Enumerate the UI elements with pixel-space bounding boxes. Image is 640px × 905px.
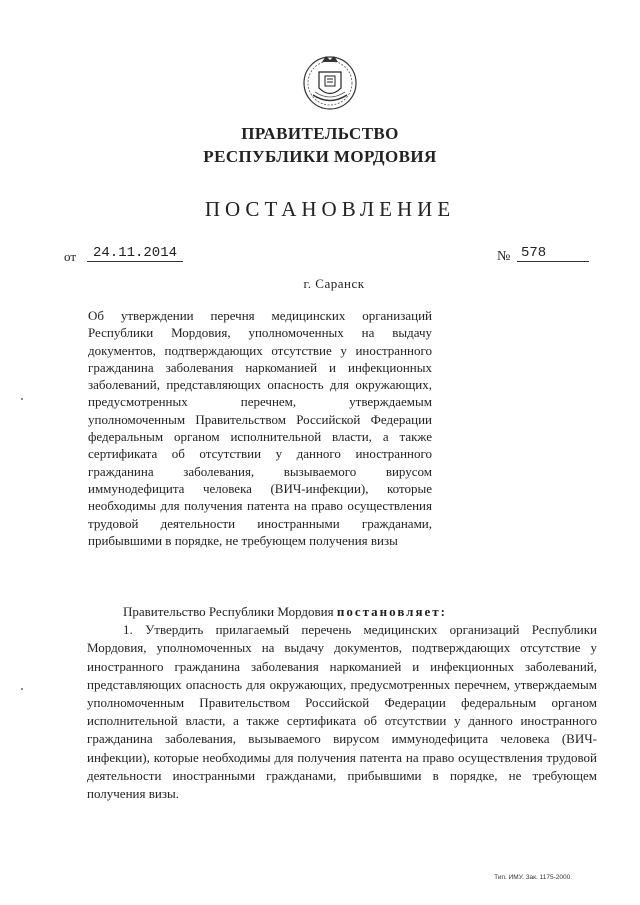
document-body <box>87 603 597 803</box>
intro-prefix: Правительство Республики Мордовия <box>123 604 337 619</box>
resolution-intro <box>87 603 597 621</box>
scan-speck <box>21 688 23 690</box>
document-date: 24.11.2014 <box>87 245 183 262</box>
coat-of-arms-emblem <box>302 52 358 112</box>
resolve-verb: постановляет: <box>336 604 447 619</box>
number-label: № <box>497 249 511 264</box>
print-info: Тип. ИМУ. Зак. 1175-2000. <box>494 874 572 881</box>
scan-speck <box>21 398 23 400</box>
date-label: от <box>64 249 77 264</box>
document-number: 578 <box>517 245 589 262</box>
document-type-title: ПОСТАНОВЛЕНИЕ <box>204 197 456 221</box>
government-name-line1: ПРАВИТЕЛЬСТВО <box>241 124 399 143</box>
government-name-line2: РЕСПУБЛИКИ МОРДОВИЯ <box>203 147 437 166</box>
resolution-item-1: 1. Утвердить прилагаемый перечень медицинских организаций Республики Мордовия, уполномоченных на выдачу документов, подтверждающих отсутствие у иностранного гражданина заболевания наркоманией и инфекционных заболеваний, представляющих опасность для окружающих, предусмотренных перечнем, утверждаемым уполномоченным Правительством Российской Федерации федеральным органом исполнительной власти, а также сертификата об отсутствии у данного иностранного гражданина заболевания, вызываемого вирусом иммунодефицита человека (ВИЧ-инфекции), которые необходимы для получения патента на право осуществления трудовой деятельности иностранными гражданами, прибывшими в порядке, не требующем получения визы. <box>87 622 597 802</box>
document-subject: Об утверждении перечня медицинских организаций Республики Мордовия, уполномоченных на выдачу документов, подтверждающих отсутствие у иностранного гражданина заболевания наркоманией и инфекционных заболеваний, представляющих опасность для окружающих, предусмотренных перечнем, утверждаемым уполномоченным Правительством Российской Федерации федеральным органом исполнительной власти, а также сертификата об отсутствии у данного иностранного гражданина заболевания, вызываемого вирусом иммунодефицита человека (ВИЧ-инфекции), которые необходимы для получения патента на право осуществления трудовой деятельности иностранными гражданами, прибывшими в порядке, не требующем получения визы <box>88 308 432 548</box>
city-name: г. Саранск <box>303 276 365 291</box>
